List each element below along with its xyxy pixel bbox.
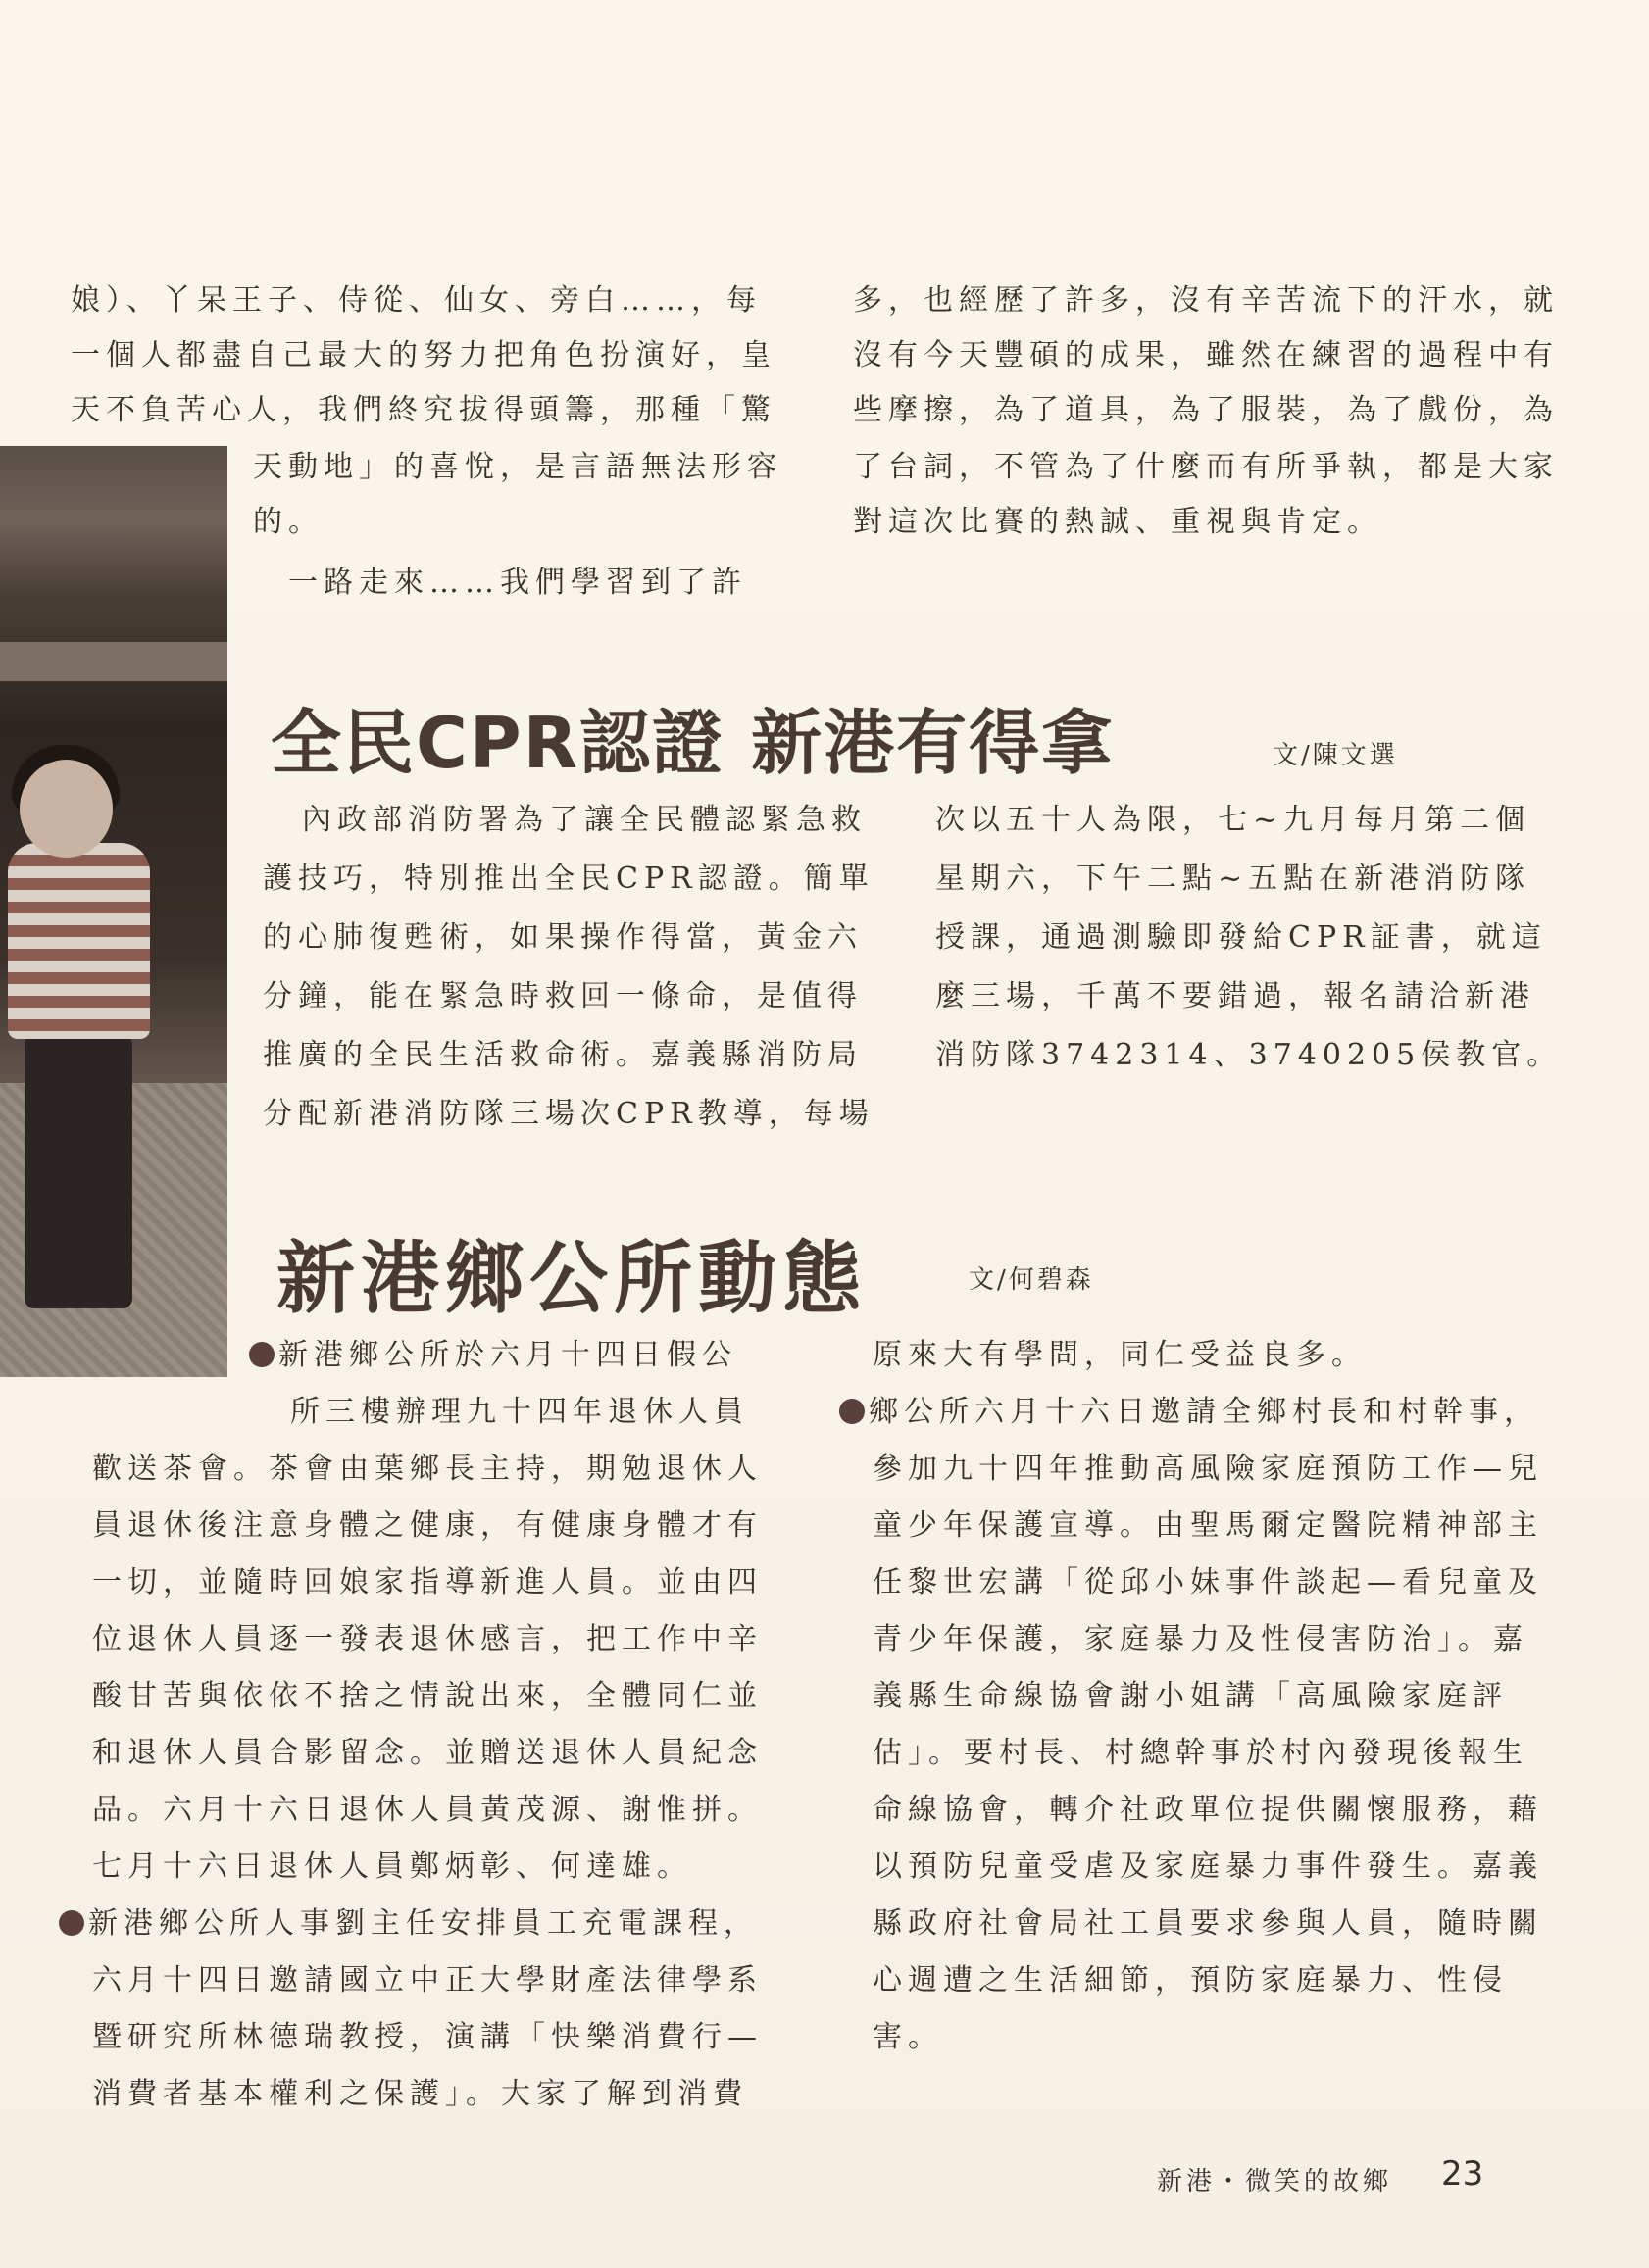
photo-awning <box>0 642 227 681</box>
cpr-article-title: 全民CPR認證 新港有得拿 <box>271 702 1115 784</box>
cpr-article-byline: 文/陳文選 <box>1273 741 1398 770</box>
text-line: 和退休人員合影留念。並贈送退休人員紀念 <box>92 1736 763 1770</box>
photo-legs <box>25 1034 132 1308</box>
text-line: 沒有今天豐碩的成果，雖然在練習的過程中有 <box>853 338 1559 372</box>
text-line: 的。 <box>253 505 324 539</box>
text-line: 次以五十人為限，七~九月每月第二個 <box>935 803 1531 837</box>
text-line: 七月十六日退休人員鄭炳彰、何達雄。 <box>92 1849 692 1884</box>
text-line: 分配新港消防隊三場次CPR教導，每場 <box>263 1097 874 1131</box>
page-number: 23 <box>1441 2154 1484 2194</box>
text-line: 員退休後注意身體之健康，有健康身體才有 <box>92 1508 763 1543</box>
photo-face <box>20 760 113 858</box>
text-line: 鄉公所六月十六日邀請全鄉村長和村幹事， <box>869 1395 1539 1429</box>
office-article-title: 新港鄉公所動態 <box>276 1233 867 1324</box>
text-line: 心週遭之生活細節，預防家庭暴力、性侵 <box>873 1963 1508 1997</box>
text-line: 分鐘，能在緊急時救回一條命，是值得 <box>263 979 863 1013</box>
text-line: 授課，通過測驗即發給CPR証書，就這 <box>935 920 1547 955</box>
text-line: 以預防兒童受虐及家庭暴力事件發生。嘉義 <box>873 1849 1543 1884</box>
text-line: 原來大有學問，同仁受益良多。 <box>873 1338 1367 1372</box>
text-line: 娘）、丫呆王子、侍從、仙女、旁白……，每 <box>71 283 762 318</box>
text-line: 消費者基本權利之保護」。大家了解到消費 <box>92 2077 748 2111</box>
text-line: 害。 <box>873 2020 943 2054</box>
text-line: 麼三場，千萬不要錯過，報名請洽新港 <box>935 979 1535 1013</box>
text-line: 所三樓辦理九十四年退休人員 <box>290 1395 749 1429</box>
text-line: 童少年保護宣導。由聖馬爾定醫院精神部主 <box>873 1508 1543 1543</box>
text-line: 些摩擦，為了道具，為了服裝，為了戲份，為 <box>853 393 1559 427</box>
text-line: 天動地」的喜悅，是言語無法形容 <box>253 450 782 484</box>
text-line: 對這次比賽的熱誠、重視與肯定。 <box>853 505 1382 539</box>
text-line: 一個人都盡自己最大的努力把角色扮演好，皇 <box>71 338 776 372</box>
bullet-icon <box>249 1342 275 1367</box>
text-line: 新港鄉公所人事劉主任安排員工充電課程， <box>88 1906 759 1941</box>
text-line: 青少年保護，家庭暴力及性侵害防治」。嘉 <box>873 1622 1528 1656</box>
text-line: 歡送茶會。茶會由葉鄉長主持，期勉退休人 <box>92 1452 763 1486</box>
list-item-3-first-line <box>839 1388 1539 1437</box>
text-line: 一切，並隨時回娘家指導新進人員。並由四 <box>92 1565 763 1600</box>
text-line: 品。六月十六日退休人員黃茂源、謝惟拼。 <box>92 1793 763 1827</box>
text-line: 推廣的全民生活救命術。嘉義縣消防局 <box>263 1038 863 1072</box>
text-line: 一路走來……我們學習到了許 <box>288 566 747 600</box>
office-article-byline: 文/何碧森 <box>969 1265 1094 1295</box>
footer-magazine-name: 新港・微笑的故鄉 <box>1157 2167 1393 2196</box>
text-line: 天不負苦心人，我們終究拔得頭籌，那種「驚 <box>71 393 776 427</box>
text-line: 新港鄉公所於六月十四日假公 <box>278 1338 737 1372</box>
text-line: 縣政府社會局社工員要求參與人員，隨時關 <box>873 1906 1543 1941</box>
text-line: 參加九十四年推動高風險家庭預防工作—兒 <box>873 1452 1543 1486</box>
photo-striped-shirt <box>8 843 150 1039</box>
text-line: 位退休人員逐一發表退休感言，把工作中辛 <box>92 1622 763 1656</box>
text-line: 義縣生命線協會謝小姐講「高風險家庭評 <box>873 1679 1508 1713</box>
text-line: 暨研究所林德瑞教授，演講「快樂消費行— <box>92 2020 763 2054</box>
text-line: 任黎世宏講「從邱小妹事件談起—看兒童及 <box>873 1565 1543 1600</box>
text-line: 內政部消防署為了讓全民體認緊急救 <box>302 803 867 837</box>
list-item-1-first-line <box>249 1331 737 1380</box>
text-line: 星期六，下午二點~五點在新港消防隊 <box>935 862 1531 896</box>
text-line: 命線協會，轉介社政單位提供關懷服務，藉 <box>873 1793 1543 1827</box>
text-line: 多，也經歷了許多，沒有辛苦流下的汗水，就 <box>853 283 1559 318</box>
text-line: 護技巧，特別推出全民CPR認證。簡單 <box>263 862 874 896</box>
photo-woman-striped-shirt <box>0 446 227 1377</box>
bullet-icon <box>839 1399 865 1424</box>
text-line: 六月十四日邀請國立中正大學財產法律學系 <box>92 1963 763 1997</box>
text-line: 消防隊3742314、3740205侯教官。 <box>935 1038 1563 1072</box>
text-line: 的心肺復甦術，如果操作得當，黃金六 <box>263 920 863 955</box>
list-item-2-first-line <box>59 1899 759 1948</box>
text-line: 估」。要村長、村總幹事於村內發現後報生 <box>873 1736 1528 1770</box>
text-line: 了台詞，不管為了什麼而有所爭執，都是大家 <box>853 450 1559 484</box>
bullet-icon <box>59 1910 84 1936</box>
text-line: 酸甘苦與依依不捨之情說出來，全體同仁並 <box>92 1679 763 1713</box>
